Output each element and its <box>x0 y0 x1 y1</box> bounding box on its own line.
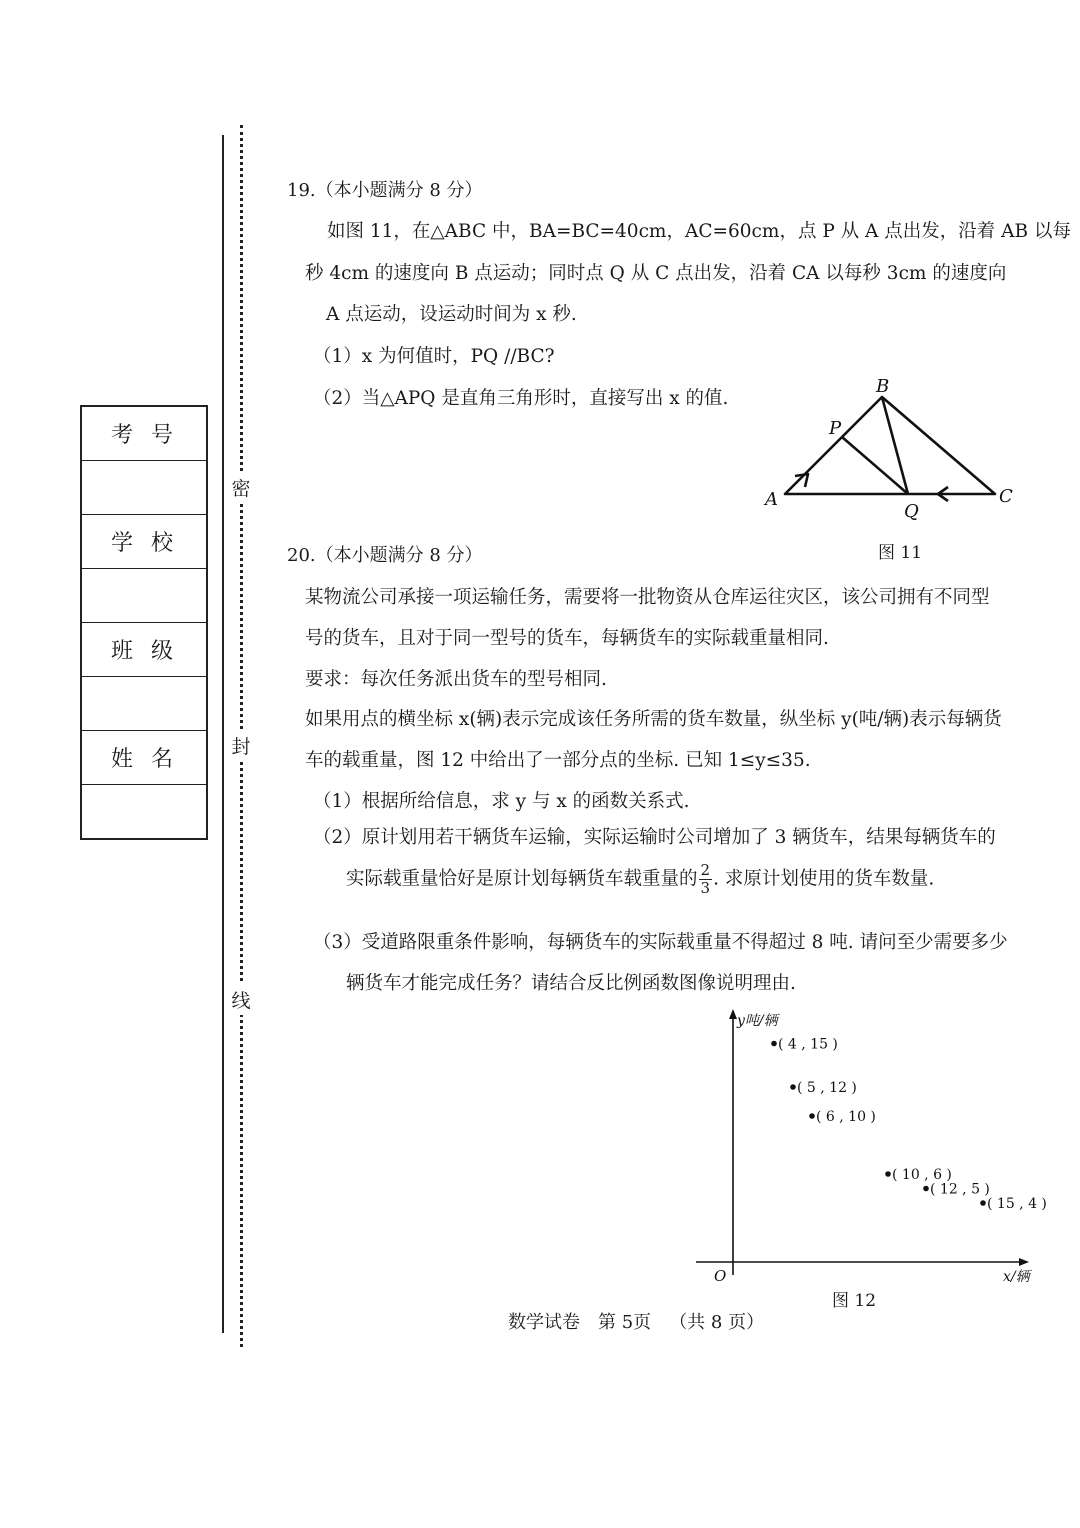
q20-line-4: 如果用点的横坐标 x(辆)表示完成该任务所需的货车数量，纵坐标 y(吨/辆)表示每辆货 <box>305 709 1002 730</box>
data-point-0 <box>771 1041 777 1047</box>
q20-sub2-text-after: . 求原计划使用的货车数量. <box>713 868 935 890</box>
data-point-label-5: ( 15 , 4 ) <box>987 1196 1047 1212</box>
figure-11-triangle <box>755 372 1035 522</box>
q19-heading: 19.（本小题满分 8 分） <box>287 180 483 201</box>
footer-subject: 数学试卷 <box>508 1312 580 1333</box>
student-info-table <box>80 405 208 840</box>
data-point-label-0: ( 4 , 15 ) <box>778 1036 838 1053</box>
margin-solid-line <box>222 135 224 1333</box>
y-axis-arrow-icon <box>729 1009 737 1019</box>
q19-line-3: A 点运动，设运动时间为 x 秒. <box>326 304 577 325</box>
field-school <box>81 569 207 623</box>
seal-char-mi: 密 <box>230 472 252 503</box>
q19-sub1: （1）x 为何值时，PQ //BC? <box>313 346 555 367</box>
label-a: A <box>765 489 778 510</box>
q20-sub3-line2: 辆货车才能完成任务？请结合反比例函数图像说明理由. <box>346 973 796 994</box>
label-name: 姓名 <box>81 731 207 785</box>
q20-sub3-line1: （3）受道路限重条件影响，每辆货车的实际载重量不得超过 8 吨. 请问至少需要多少 <box>313 932 1008 953</box>
label-class: 班级 <box>81 623 207 677</box>
fraction-numerator: 2 <box>700 861 711 879</box>
q20-heading: 20.（本小题满分 8 分） <box>287 545 483 566</box>
q20-line-2: 号的货车，且对于同一型号的货车，每辆货车的实际载重量相同. <box>305 628 829 649</box>
footer-page: 第 5页 <box>598 1312 652 1333</box>
data-point-2 <box>809 1113 815 1119</box>
segment-bq <box>882 397 908 494</box>
figure-12-coordinate-plot <box>690 1005 1047 1290</box>
field-class <box>81 677 207 731</box>
label-p: P <box>829 418 842 439</box>
q20-sub2-line2 <box>346 862 934 897</box>
q20-sub2-line1: （2）原计划用若干辆货车运输，实际运输时公司增加了 3 辆货车，结果每辆货车的 <box>313 827 996 848</box>
data-point-label-1: ( 5 , 12 ) <box>797 1080 857 1096</box>
data-point-label-2: ( 6 , 10 ) <box>816 1109 876 1125</box>
label-q: Q <box>904 501 919 522</box>
fraction-two-thirds <box>699 862 713 897</box>
q19-sub2: （2）当△APQ 是直角三角形时，直接写出 x 的值. <box>313 388 729 409</box>
fraction-denominator: 3 <box>700 879 711 897</box>
data-point-label-4: ( 12 , 5 ) <box>930 1181 990 1198</box>
data-point-5 <box>980 1200 986 1206</box>
figure-12-caption: 图 12 <box>832 1291 877 1311</box>
field-exam-number <box>81 461 207 515</box>
footer-total: （共 8 页） <box>669 1312 765 1333</box>
label-c: C <box>999 486 1013 507</box>
plot-points <box>771 1037 1047 1213</box>
x-axis-label: x/辆 <box>1003 1269 1030 1285</box>
seal-char-feng: 封 <box>230 730 252 761</box>
label-b: B <box>876 376 890 397</box>
label-school: 学校 <box>81 515 207 569</box>
data-point-3 <box>885 1171 891 1177</box>
origin-label: O <box>714 1267 727 1285</box>
figure-11-caption: 图 11 <box>878 543 923 563</box>
field-name <box>81 785 207 840</box>
data-point-4 <box>923 1186 929 1192</box>
seal-char-xian: 线 <box>230 984 252 1015</box>
q20-line-1: 某物流公司承接一项运输任务，需要将一批物资从仓库运往灾区，该公司拥有不同型 <box>305 587 990 608</box>
page-footer <box>508 1308 782 1334</box>
q20-sub2-text-before: 实际载重量恰好是原计划每辆货车载重量的 <box>346 868 698 890</box>
q20-sub1: （1）根据所给信息，求 y 与 x 的函数关系式. <box>313 791 690 812</box>
x-axis-arrow-icon <box>1019 1258 1029 1266</box>
q20-line-5: 车的载重量，图 12 中给出了一部分点的坐标. 已知 1≤y≤35. <box>305 750 811 771</box>
q19-line-1: 如图 11，在△ABC 中，BA=BC=40cm，AC=60cm，点 P 从 A 点出发，沿着 AB 以每 <box>327 221 1071 242</box>
y-axis-label: y吨/辆 <box>737 1013 778 1029</box>
q19-line-2: 秒 4cm 的速度向 B 点运动；同时点 Q 从 C 点出发，沿着 CA 以每秒 3cm 的速度向 <box>305 263 1007 284</box>
data-point-1 <box>790 1084 796 1090</box>
q20-line-3: 要求：每次任务派出货车的型号相同. <box>305 669 607 690</box>
label-exam-number: 考号 <box>81 406 207 461</box>
segment-pq <box>842 437 908 494</box>
data-point-label-3: ( 10 , 6 ) <box>892 1167 952 1183</box>
